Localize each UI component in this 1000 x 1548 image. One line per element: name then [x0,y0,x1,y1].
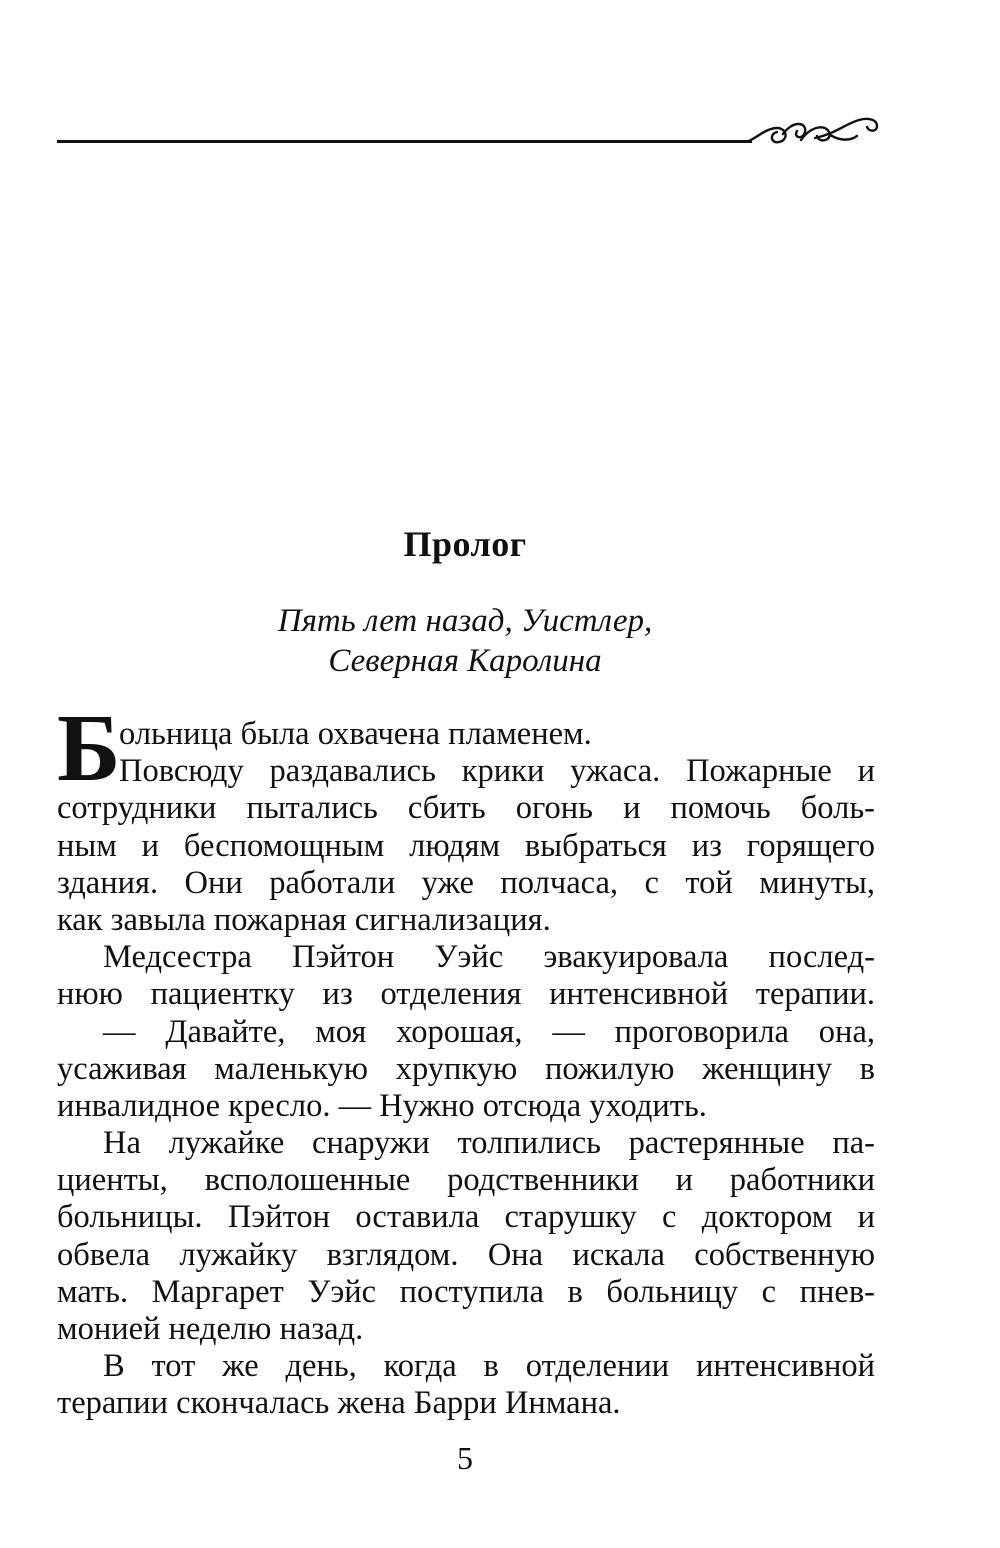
subtitle-line: Северная Каролина [328,643,602,679]
drop-cap: Б [57,694,121,801]
header-rule [57,140,752,143]
text-line: Медсестра Пэйтон Уэйс эвакуировала послед- [103,939,875,976]
text-line: инвалидное кресло. — Нужно отсюда уходить. [57,1087,707,1124]
text-line: циенты, всполошенные родственники и работники [57,1162,875,1199]
text-line: сотрудники пытались сбить огонь и помочь боль- [57,790,875,827]
text-line: ольница была охвачена пламенем. [119,716,592,752]
text-line: — Давайте, моя хорошая, — проговорила она, [103,1013,875,1050]
text-line: как завыла пожарная сигнализация. [57,901,551,938]
body-text [57,716,875,1423]
text-line: нюю пациентку из отделения интенсивной терапии. [57,976,875,1013]
text-line: здания. Они работали уже полчаса, с той минуты, [57,864,875,901]
text-line: усаживая маленькую хрупкую пожилую женщину в [57,1050,875,1087]
text-line: обвела лужайку взглядом. Она искала собственную [57,1236,875,1273]
text-line: терапии скончалась жена Барри Инмана. [57,1385,621,1422]
text-line: монией неделю назад. [57,1311,364,1347]
flourish-ornament-icon [745,104,885,154]
text-line: На лужайке снаружи толпились растерянные па- [103,1125,875,1162]
text-line: Повсюду раздавались крики ужаса. Пожарные и [119,753,875,790]
text-line: ным и беспомощным людям выбраться из горящего [57,827,875,864]
subtitle-line: Пять лет назад, Уистлер, [277,603,653,639]
text-line: В тот же день, когда в отделении интенсивной [103,1348,875,1385]
text-line: мать. Маргарет Уэйс поступила в больницу с пнев- [57,1273,875,1310]
text-line: больницы. Пэйтон оставила старушку с доктором и [57,1199,875,1236]
page-number: 5 [457,1440,473,1476]
chapter-title: Пролог [403,524,527,564]
chapter-subtitle [0,601,930,681]
